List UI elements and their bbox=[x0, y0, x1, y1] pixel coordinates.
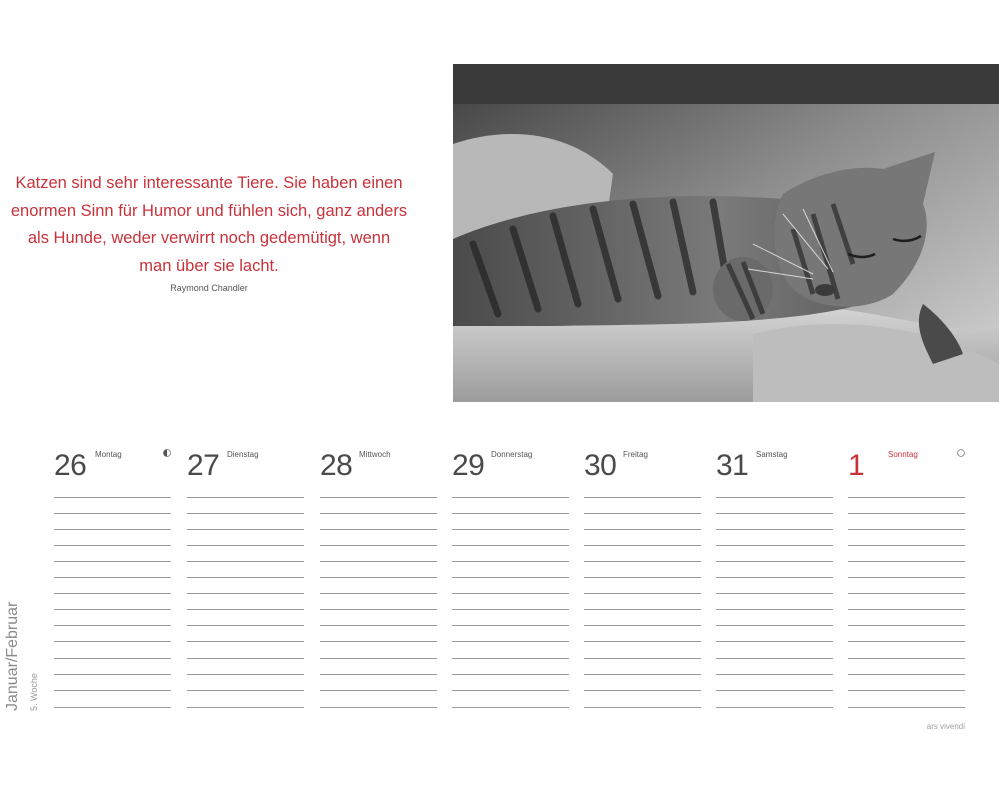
quote-text bbox=[10, 170, 408, 280]
writing-line bbox=[452, 641, 569, 642]
writing-line bbox=[716, 641, 833, 642]
writing-line bbox=[716, 513, 833, 514]
day-column-saturday bbox=[716, 447, 833, 712]
writing-line bbox=[320, 674, 437, 675]
writing-line bbox=[187, 513, 304, 514]
writing-line bbox=[848, 674, 965, 675]
writing-line bbox=[54, 513, 171, 514]
quote-author: Raymond Chandler bbox=[170, 283, 248, 293]
day-column-thursday bbox=[452, 447, 569, 712]
writing-line bbox=[54, 593, 171, 594]
writing-line bbox=[716, 674, 833, 675]
writing-line bbox=[452, 593, 569, 594]
writing-line bbox=[452, 690, 569, 691]
day-name: Dienstag bbox=[227, 450, 259, 459]
quote-line: als Hunde, weder verwirrt noch gedemütigt, wenn bbox=[27, 229, 391, 247]
writing-line bbox=[848, 658, 965, 659]
writing-line bbox=[54, 658, 171, 659]
day-name: Donnerstag bbox=[491, 450, 533, 459]
writing-line bbox=[54, 707, 171, 708]
writing-line bbox=[54, 625, 171, 626]
writing-line bbox=[320, 690, 437, 691]
writing-line bbox=[584, 690, 701, 691]
day-number: 29 bbox=[452, 449, 485, 482]
day-name: Freitag bbox=[623, 450, 648, 459]
writing-line bbox=[320, 577, 437, 578]
day-column-sunday bbox=[848, 447, 965, 712]
writing-line bbox=[187, 577, 304, 578]
writing-line bbox=[452, 561, 569, 562]
writing-line bbox=[716, 545, 833, 546]
quote-block bbox=[10, 170, 408, 293]
day-name: Montag bbox=[95, 450, 122, 459]
writing-line bbox=[584, 658, 701, 659]
writing-line bbox=[320, 497, 437, 498]
writing-line bbox=[54, 690, 171, 691]
writing-line bbox=[452, 625, 569, 626]
writing-line bbox=[716, 690, 833, 691]
writing-line bbox=[584, 497, 701, 498]
writing-line bbox=[848, 545, 965, 546]
writing-line bbox=[848, 690, 965, 691]
writing-line bbox=[54, 674, 171, 675]
writing-line bbox=[584, 674, 701, 675]
writing-line bbox=[187, 658, 304, 659]
day-name: Mittwoch bbox=[359, 450, 391, 459]
writing-line bbox=[320, 609, 437, 610]
writing-line bbox=[320, 545, 437, 546]
quote-line: enormen Sinn für Humor und fühlen sich, ganz anders bbox=[10, 201, 408, 220]
writing-line bbox=[187, 561, 304, 562]
writing-line bbox=[187, 609, 304, 610]
writing-line bbox=[452, 577, 569, 578]
writing-line bbox=[452, 529, 569, 530]
writing-line bbox=[187, 545, 304, 546]
day-number: 26 bbox=[54, 449, 87, 482]
day-column-wednesday bbox=[320, 447, 437, 712]
writing-line bbox=[716, 658, 833, 659]
writing-line bbox=[584, 625, 701, 626]
writing-line bbox=[320, 658, 437, 659]
writing-line bbox=[584, 593, 701, 594]
writing-line bbox=[584, 529, 701, 530]
writing-line bbox=[584, 707, 701, 708]
writing-line bbox=[452, 609, 569, 610]
writing-line bbox=[452, 497, 569, 498]
writing-line bbox=[716, 593, 833, 594]
day-name: Sonntag bbox=[888, 450, 918, 459]
writing-line bbox=[320, 707, 437, 708]
writing-line bbox=[452, 513, 569, 514]
writing-line bbox=[848, 641, 965, 642]
writing-line bbox=[584, 577, 701, 578]
day-name: Samstag bbox=[756, 450, 788, 459]
writing-line bbox=[584, 609, 701, 610]
writing-line bbox=[848, 593, 965, 594]
writing-line bbox=[54, 545, 171, 546]
writing-line bbox=[848, 609, 965, 610]
writing-line bbox=[187, 690, 304, 691]
writing-line bbox=[584, 545, 701, 546]
writing-line bbox=[187, 593, 304, 594]
sleeping-cat-image bbox=[453, 64, 999, 402]
week-label: 5. Woche bbox=[29, 673, 39, 711]
half-moon-icon bbox=[163, 449, 171, 457]
writing-line bbox=[716, 497, 833, 498]
writing-line bbox=[716, 625, 833, 626]
writing-line bbox=[716, 529, 833, 530]
writing-line bbox=[320, 561, 437, 562]
cat-photo bbox=[453, 64, 999, 402]
writing-line bbox=[54, 577, 171, 578]
writing-line bbox=[848, 577, 965, 578]
writing-line bbox=[716, 561, 833, 562]
writing-line bbox=[320, 593, 437, 594]
day-number: 28 bbox=[320, 449, 353, 482]
writing-line bbox=[848, 529, 965, 530]
writing-line bbox=[848, 497, 965, 498]
writing-line bbox=[54, 641, 171, 642]
publisher-label: ars vivendi bbox=[926, 722, 965, 731]
writing-line bbox=[320, 625, 437, 626]
full-moon-icon bbox=[957, 449, 965, 457]
writing-line bbox=[848, 707, 965, 708]
writing-line bbox=[187, 674, 304, 675]
day-column-tuesday bbox=[187, 447, 304, 712]
writing-line bbox=[848, 625, 965, 626]
writing-line bbox=[584, 641, 701, 642]
writing-line bbox=[54, 497, 171, 498]
month-label: Januar/Februar bbox=[4, 601, 21, 711]
day-column-monday bbox=[54, 447, 171, 712]
day-number: 1 bbox=[848, 449, 865, 482]
day-number: 30 bbox=[584, 449, 617, 482]
day-number: 31 bbox=[716, 449, 749, 482]
quote-line: Katzen sind sehr interessante Tiere. Sie haben einen bbox=[15, 174, 403, 192]
writing-line bbox=[716, 577, 833, 578]
day-column-friday bbox=[584, 447, 701, 712]
writing-line bbox=[452, 707, 569, 708]
writing-line bbox=[320, 513, 437, 514]
writing-line bbox=[716, 609, 833, 610]
writing-line bbox=[584, 513, 701, 514]
writing-line bbox=[716, 707, 833, 708]
writing-line bbox=[848, 513, 965, 514]
writing-line bbox=[54, 561, 171, 562]
writing-line bbox=[187, 529, 304, 530]
quote-line: man über sie lacht. bbox=[139, 256, 279, 275]
writing-line bbox=[320, 641, 437, 642]
writing-line bbox=[187, 497, 304, 498]
writing-line bbox=[187, 707, 304, 708]
writing-line bbox=[187, 641, 304, 642]
day-number: 27 bbox=[187, 449, 220, 482]
writing-line bbox=[452, 545, 569, 546]
writing-line bbox=[452, 674, 569, 675]
writing-line bbox=[584, 561, 701, 562]
writing-line bbox=[452, 658, 569, 659]
writing-line bbox=[320, 529, 437, 530]
writing-line bbox=[54, 609, 171, 610]
writing-line bbox=[848, 561, 965, 562]
writing-line bbox=[187, 625, 304, 626]
writing-line bbox=[54, 529, 171, 530]
